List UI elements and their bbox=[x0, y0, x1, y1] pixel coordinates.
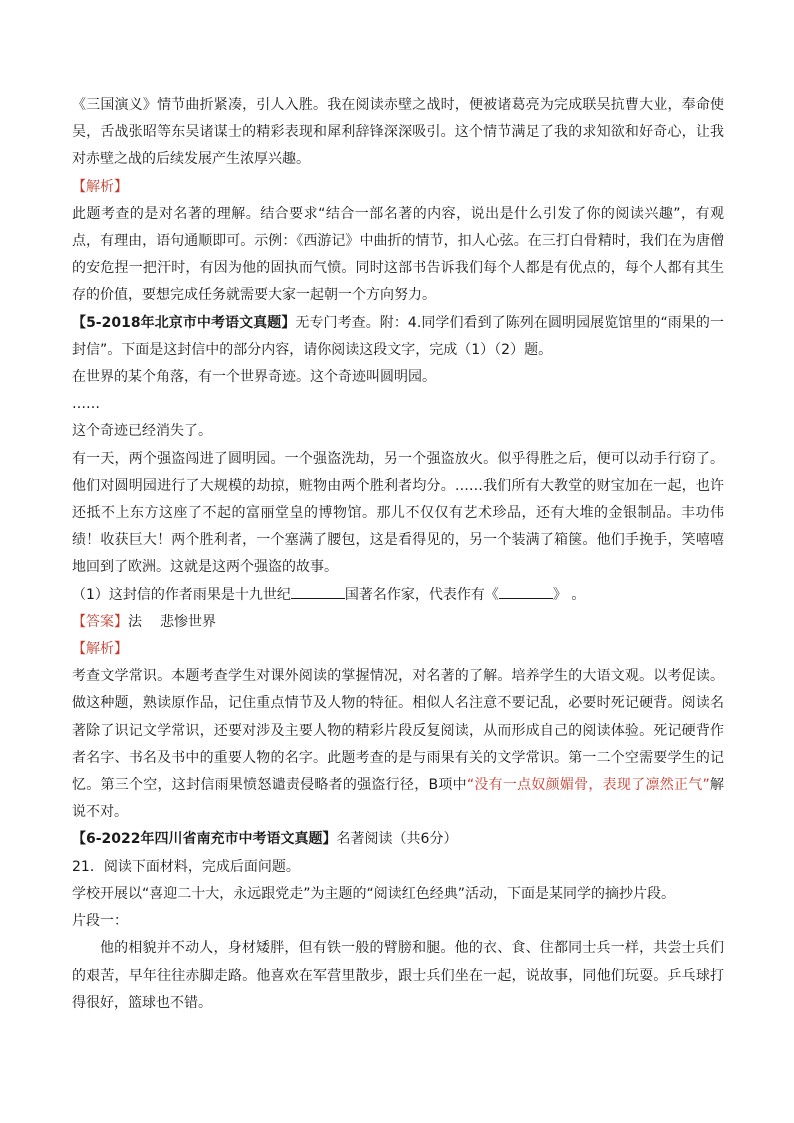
question-5-tag: 【5-2018年北京市中考语文真题】 bbox=[72, 314, 296, 331]
answer-label: 【答案】 bbox=[72, 613, 128, 630]
answer-value-1: 法 bbox=[128, 613, 142, 630]
letter-line-1: 在世界的某个角落，有一个世界奇迹。这个奇迹叫圆明园。 bbox=[72, 369, 436, 386]
question-5-text: 无专门考查。附：4.同学们看到了陈列在圆明园展览馆里的“雨果的一封信”。下面是这封信中的部分内容，请你阅读这段文字，完成（1）（2）题。 bbox=[72, 314, 724, 358]
blank-1 bbox=[291, 584, 345, 599]
answer-line bbox=[72, 609, 724, 636]
document-body bbox=[72, 92, 724, 1017]
answer-paragraph: 《三国演义》情节曲折紧凑，引人入胜。我在阅读赤壁之战时，便被诸葛亮为完成联吴抗曹大业，奉命使吴，舌战张昭等东吴诸谋士的精彩表现和犀利辞锋深深吸引。这个情节满足了我的求知欲和好奇心，让我对赤壁之战的后续发展产生浓厚兴趣。 bbox=[72, 97, 724, 168]
question-5-heading bbox=[72, 310, 724, 364]
question-6-heading bbox=[72, 826, 724, 853]
highlighted-quote: “没有一点奴颜媚骨，表现了凛然正气” bbox=[466, 777, 710, 794]
question-1: （1）这封信的作者雨果是十九世纪 国著名作家，代表作有《 》 。 bbox=[72, 582, 724, 609]
question-21: 21．阅读下面材料，完成后面问题。 bbox=[72, 858, 300, 875]
analysis-paragraph: 此题考查的是对名著的理解。结合要求“结合一部名著的内容，说出是什么引发了你的阅读兴趣”，有观点，有理由，语句通顺即可。示例：《西游记》中曲折的情节，扣人心弦。在三打白骨精时，我们在为唐僧的安危捏一把汗时，有因为他的固执而气愤。同时这部书告诉我们每个人都是有优点的，每个人都有其生存的价值，要想完成任务就需要大家一起朝一个方向努力。 bbox=[72, 205, 724, 304]
question-6-text: 名著阅读（共6分） bbox=[336, 831, 458, 848]
question-6-tag: 【6-2022年四川省南充市中考语文真题】 bbox=[72, 831, 337, 848]
letter-line-2: 这个奇迹已经消失了。 bbox=[72, 423, 212, 440]
analysis-label: 【解析】 bbox=[72, 178, 128, 195]
letter-ellipsis: …… bbox=[72, 396, 100, 413]
analysis-paragraph-2: 考查文学常识。本题考查学生对课外阅读的掌握情况，对名著的了解。培养学生的大语文观。以考促读。做这种题，熟读原作品，记住重点情节及人物的特征。相似人名注意不要记乱，必要时死记硬背。阅读名著除了识记文学常识，还要对涉及主要人物的精彩片段反复阅读，从而形成自己的阅读体验。死记硬背作者名字、书名及书中的重要人物的名字。此题考查的是与雨果有关的文学常识。第一二个空需要学生的记忆。第三个空，这封信雨果愤怒谴责侵略者的强盗行径，B项中“没有一点奴颜媚骨，表现了凛然正气”解说不对。 bbox=[72, 668, 725, 821]
fragment-label: 片段一： bbox=[72, 913, 128, 930]
analysis-label-2: 【解析】 bbox=[72, 641, 128, 658]
activity-intro: 学校开展以“喜迎二十大，永远跟党走”为主题的“阅读红色经典”活动，下面是某同学的摘抄片段。 bbox=[72, 885, 676, 902]
blank-2 bbox=[499, 584, 553, 599]
letter-paragraph: 有一天，两个强盗闯进了圆明园。一个强盗洗劫，另一个强盗放火。似乎得胜之后，便可以动手行窃了。他们对圆明园进行了大规模的劫掠，赃物由两个胜利者均分。……我们所有大教堂的财宝加在一起，也许还抵不上东方这座了不起的富丽堂皇的博物馆。那儿不仅仅有艺术珍品，还有大堆的金银制品。丰功伟绩！收获巨大！两个胜利者，一个塞满了腰包，这是看得见的，另一个装满了箱箧。他们手挽手，笑嘻嘻地回到了欧洲。这就是这两个强盗的故事。 bbox=[72, 450, 724, 576]
fragment-text: 他的相貌并不动人，身材矮胖，但有铁一般的臂膀和腿。他的衣、食、住都同士兵一样，共尝士兵们的艰苦，早年往往赤脚走路。他喜欢在军营里散步，跟士兵们坐在一起，说故事，同他们玩耍。乒乓球打得很好，篮球也不错。 bbox=[72, 940, 724, 1011]
answer-value-2: 悲惨世界 bbox=[160, 613, 216, 630]
